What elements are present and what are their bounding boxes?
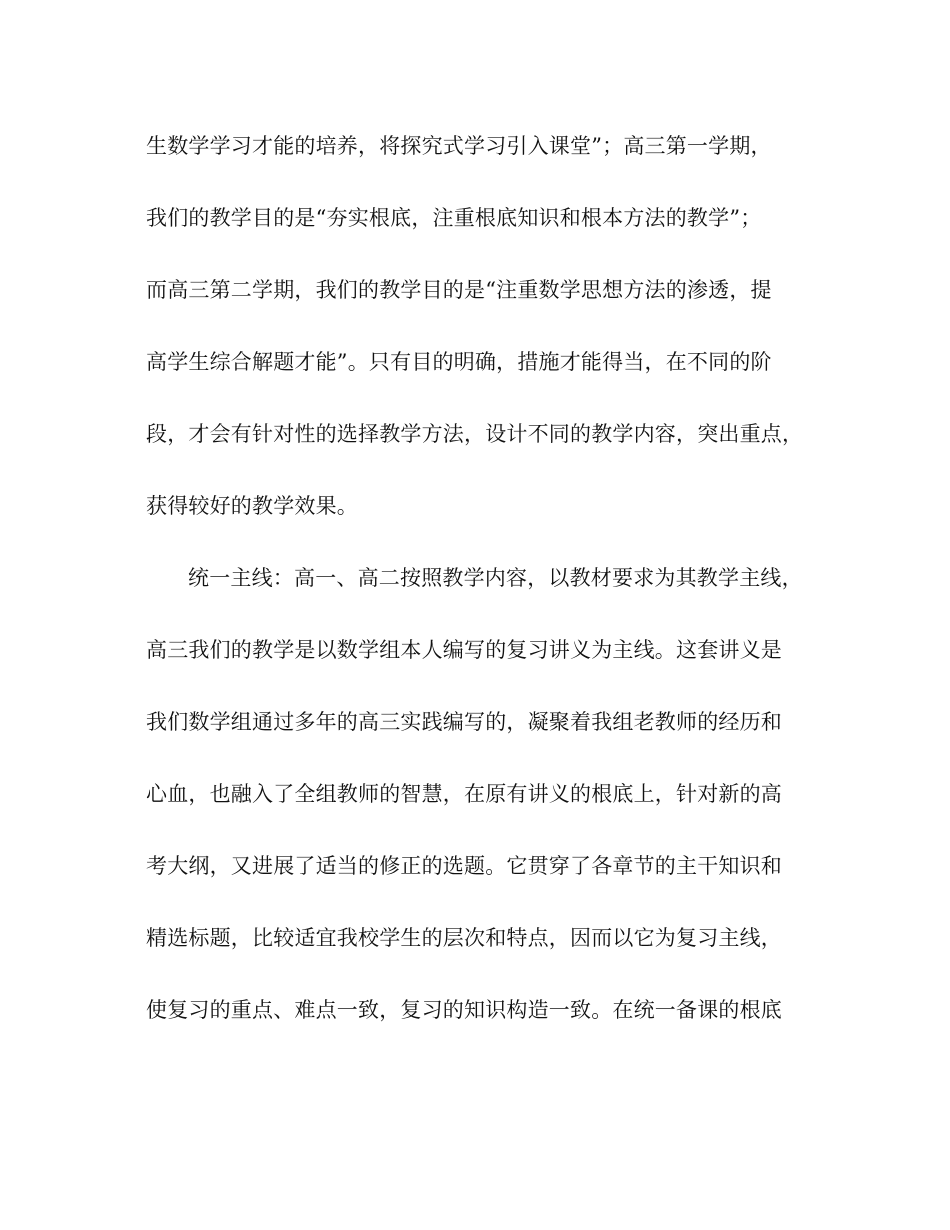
- paragraph-first-line: 统一主线：高一、高二按照教学内容，以教材要求为其教学主线，: [188, 566, 803, 590]
- text-line: 我们的教学目的是“夯实根底，注重根底知识和根本方法的教学”；: [146, 206, 762, 230]
- text-line: 获得较好的教学效果。: [146, 494, 358, 518]
- text-line: 段，才会有针对性的选择教学方法，设计不同的教学内容，突出重点，: [146, 422, 804, 446]
- text-line: 而高三第二学期，我们的教学目的是“注重数学思想方法的渗透，提: [146, 278, 772, 302]
- text-line: 我们数学组通过多年的高三实践编写的，凝聚着我组老教师的经历和: [146, 710, 782, 734]
- text-line: 生数学学习才能的培养，将探究式学习引入课堂”；高三第一学期，: [146, 134, 772, 158]
- text-line: 使复习的重点、难点一致，复习的知识构造一致。在统一备课的根底: [146, 998, 782, 1022]
- text-line: 心血，也融入了全组教师的智慧，在原有讲义的根底上，针对新的高: [146, 782, 782, 806]
- text-line: 考大纲，又进展了适当的修正的选题。它贯穿了各章节的主干知识和: [146, 854, 782, 878]
- text-line: 高学生综合解题才能”。只有目的明确，措施才能得当，在不同的阶: [146, 350, 772, 374]
- text-line: 高三我们的教学是以数学组本人编写的复习讲义为主线。这套讲义是: [146, 638, 782, 662]
- text-line: 精选标题，比较适宜我校学生的层次和特点，因而以它为复习主线，: [146, 926, 782, 950]
